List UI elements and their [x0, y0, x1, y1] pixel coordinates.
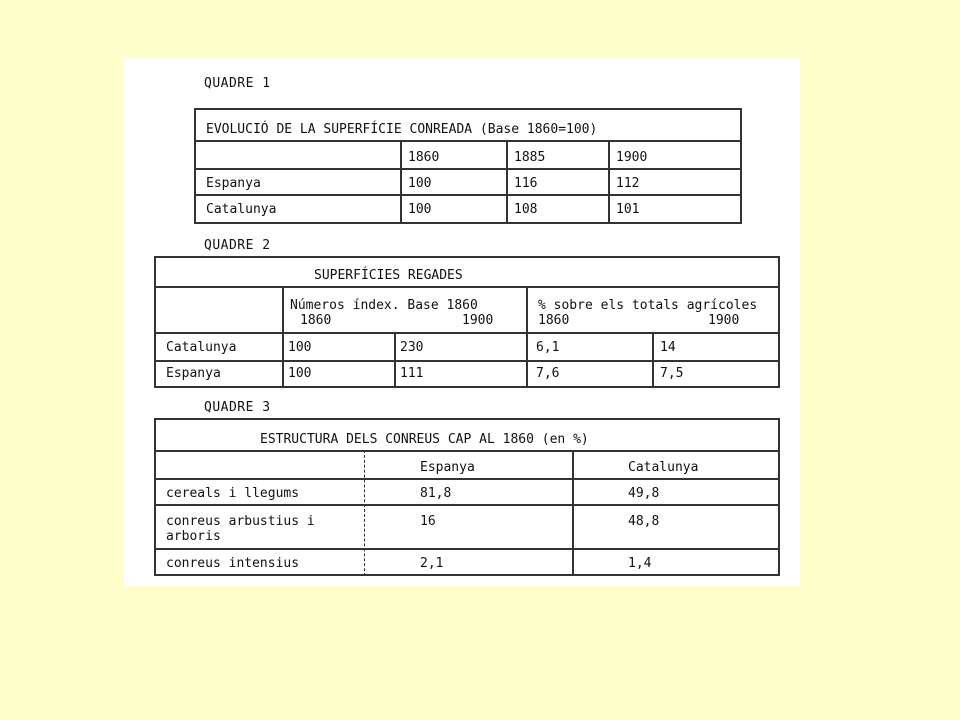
table-cell: 1,4 — [628, 556, 652, 571]
table-cell: 101 — [616, 202, 640, 217]
table-cell: 111 — [400, 366, 424, 381]
table-cell: 108 — [514, 202, 538, 217]
row-label-espanya: Espanya — [166, 366, 221, 381]
row-divider — [196, 140, 740, 142]
table-cell: 2,1 — [420, 556, 444, 571]
col-divider — [506, 140, 508, 224]
scanned-page — [124, 58, 800, 586]
quadre-2-label: QUADRE 2 — [204, 238, 271, 253]
row-divider — [156, 478, 778, 480]
row-label: conreus arbustius i — [166, 514, 315, 529]
table-cell: 16 — [420, 514, 436, 529]
row-divider — [156, 286, 778, 288]
table-cell: 116 — [514, 176, 538, 191]
quadre-3-title: ESTRUCTURA DELS CONREUS CAP AL 1860 (en %) — [260, 432, 589, 447]
index-year: 1900 — [462, 313, 494, 328]
row-label: conreus intensius — [166, 556, 300, 571]
quadre-2-title: SUPERFÍCIES REGADES — [314, 268, 463, 283]
table-cell: 100 — [288, 340, 312, 355]
col-divider — [394, 332, 396, 388]
row-divider — [196, 168, 740, 170]
table-cell: 7,6 — [536, 366, 560, 381]
table-cell: 81,8 — [420, 486, 452, 501]
row-label-cont: arboris — [166, 529, 221, 544]
quadre-1-title: EVOLUCIÓ DE LA SUPERFÍCIE CONREADA (Base 1860=100) — [206, 122, 598, 137]
table-cell: 49,8 — [628, 486, 660, 501]
row-divider — [156, 332, 778, 334]
row-divider — [156, 360, 778, 362]
table-cell: 100 — [408, 176, 432, 191]
table-cell: 14 — [660, 340, 676, 355]
table-cell: 6,1 — [536, 340, 560, 355]
year-header: 1900 — [616, 150, 648, 165]
quadre-1-table — [194, 108, 742, 224]
year-header: 1860 — [408, 150, 440, 165]
col-divider — [572, 450, 574, 576]
row-label-catalunya: Catalunya — [166, 340, 237, 355]
row-label-espanya: Espanya — [206, 176, 261, 191]
percent-header: % sobre els totals agrícoles — [538, 298, 758, 313]
row-divider — [196, 194, 740, 196]
index-header: Números índex. Base 1860 — [290, 298, 478, 313]
col-divider — [400, 140, 402, 224]
year-header: 1885 — [514, 150, 546, 165]
quadre-3-table — [154, 418, 780, 576]
table-cell: 7,5 — [660, 366, 684, 381]
percent-year: 1860 — [538, 313, 570, 328]
percent-year: 1900 — [708, 313, 740, 328]
quadre-2-table — [154, 256, 780, 388]
col-divider — [652, 332, 654, 388]
table-cell: 230 — [400, 340, 424, 355]
col-divider — [608, 140, 610, 224]
row-divider — [156, 450, 778, 452]
quadre-1-label: QUADRE 1 — [204, 76, 271, 91]
col-divider — [526, 286, 528, 388]
table-cell: 100 — [408, 202, 432, 217]
row-label-catalunya: Catalunya — [206, 202, 277, 217]
index-year: 1860 — [300, 313, 332, 328]
table-cell: 48,8 — [628, 514, 660, 529]
row-label: cereals i llegums — [166, 486, 300, 501]
table-cell: 100 — [288, 366, 312, 381]
column-header-catalunya: Catalunya — [628, 460, 699, 475]
row-divider — [156, 504, 778, 506]
table-cell: 112 — [616, 176, 640, 191]
row-divider — [156, 548, 778, 550]
col-divider — [364, 450, 365, 576]
column-header-espanya: Espanya — [420, 460, 475, 475]
col-divider — [282, 286, 284, 388]
quadre-3-label: QUADRE 3 — [204, 400, 271, 415]
